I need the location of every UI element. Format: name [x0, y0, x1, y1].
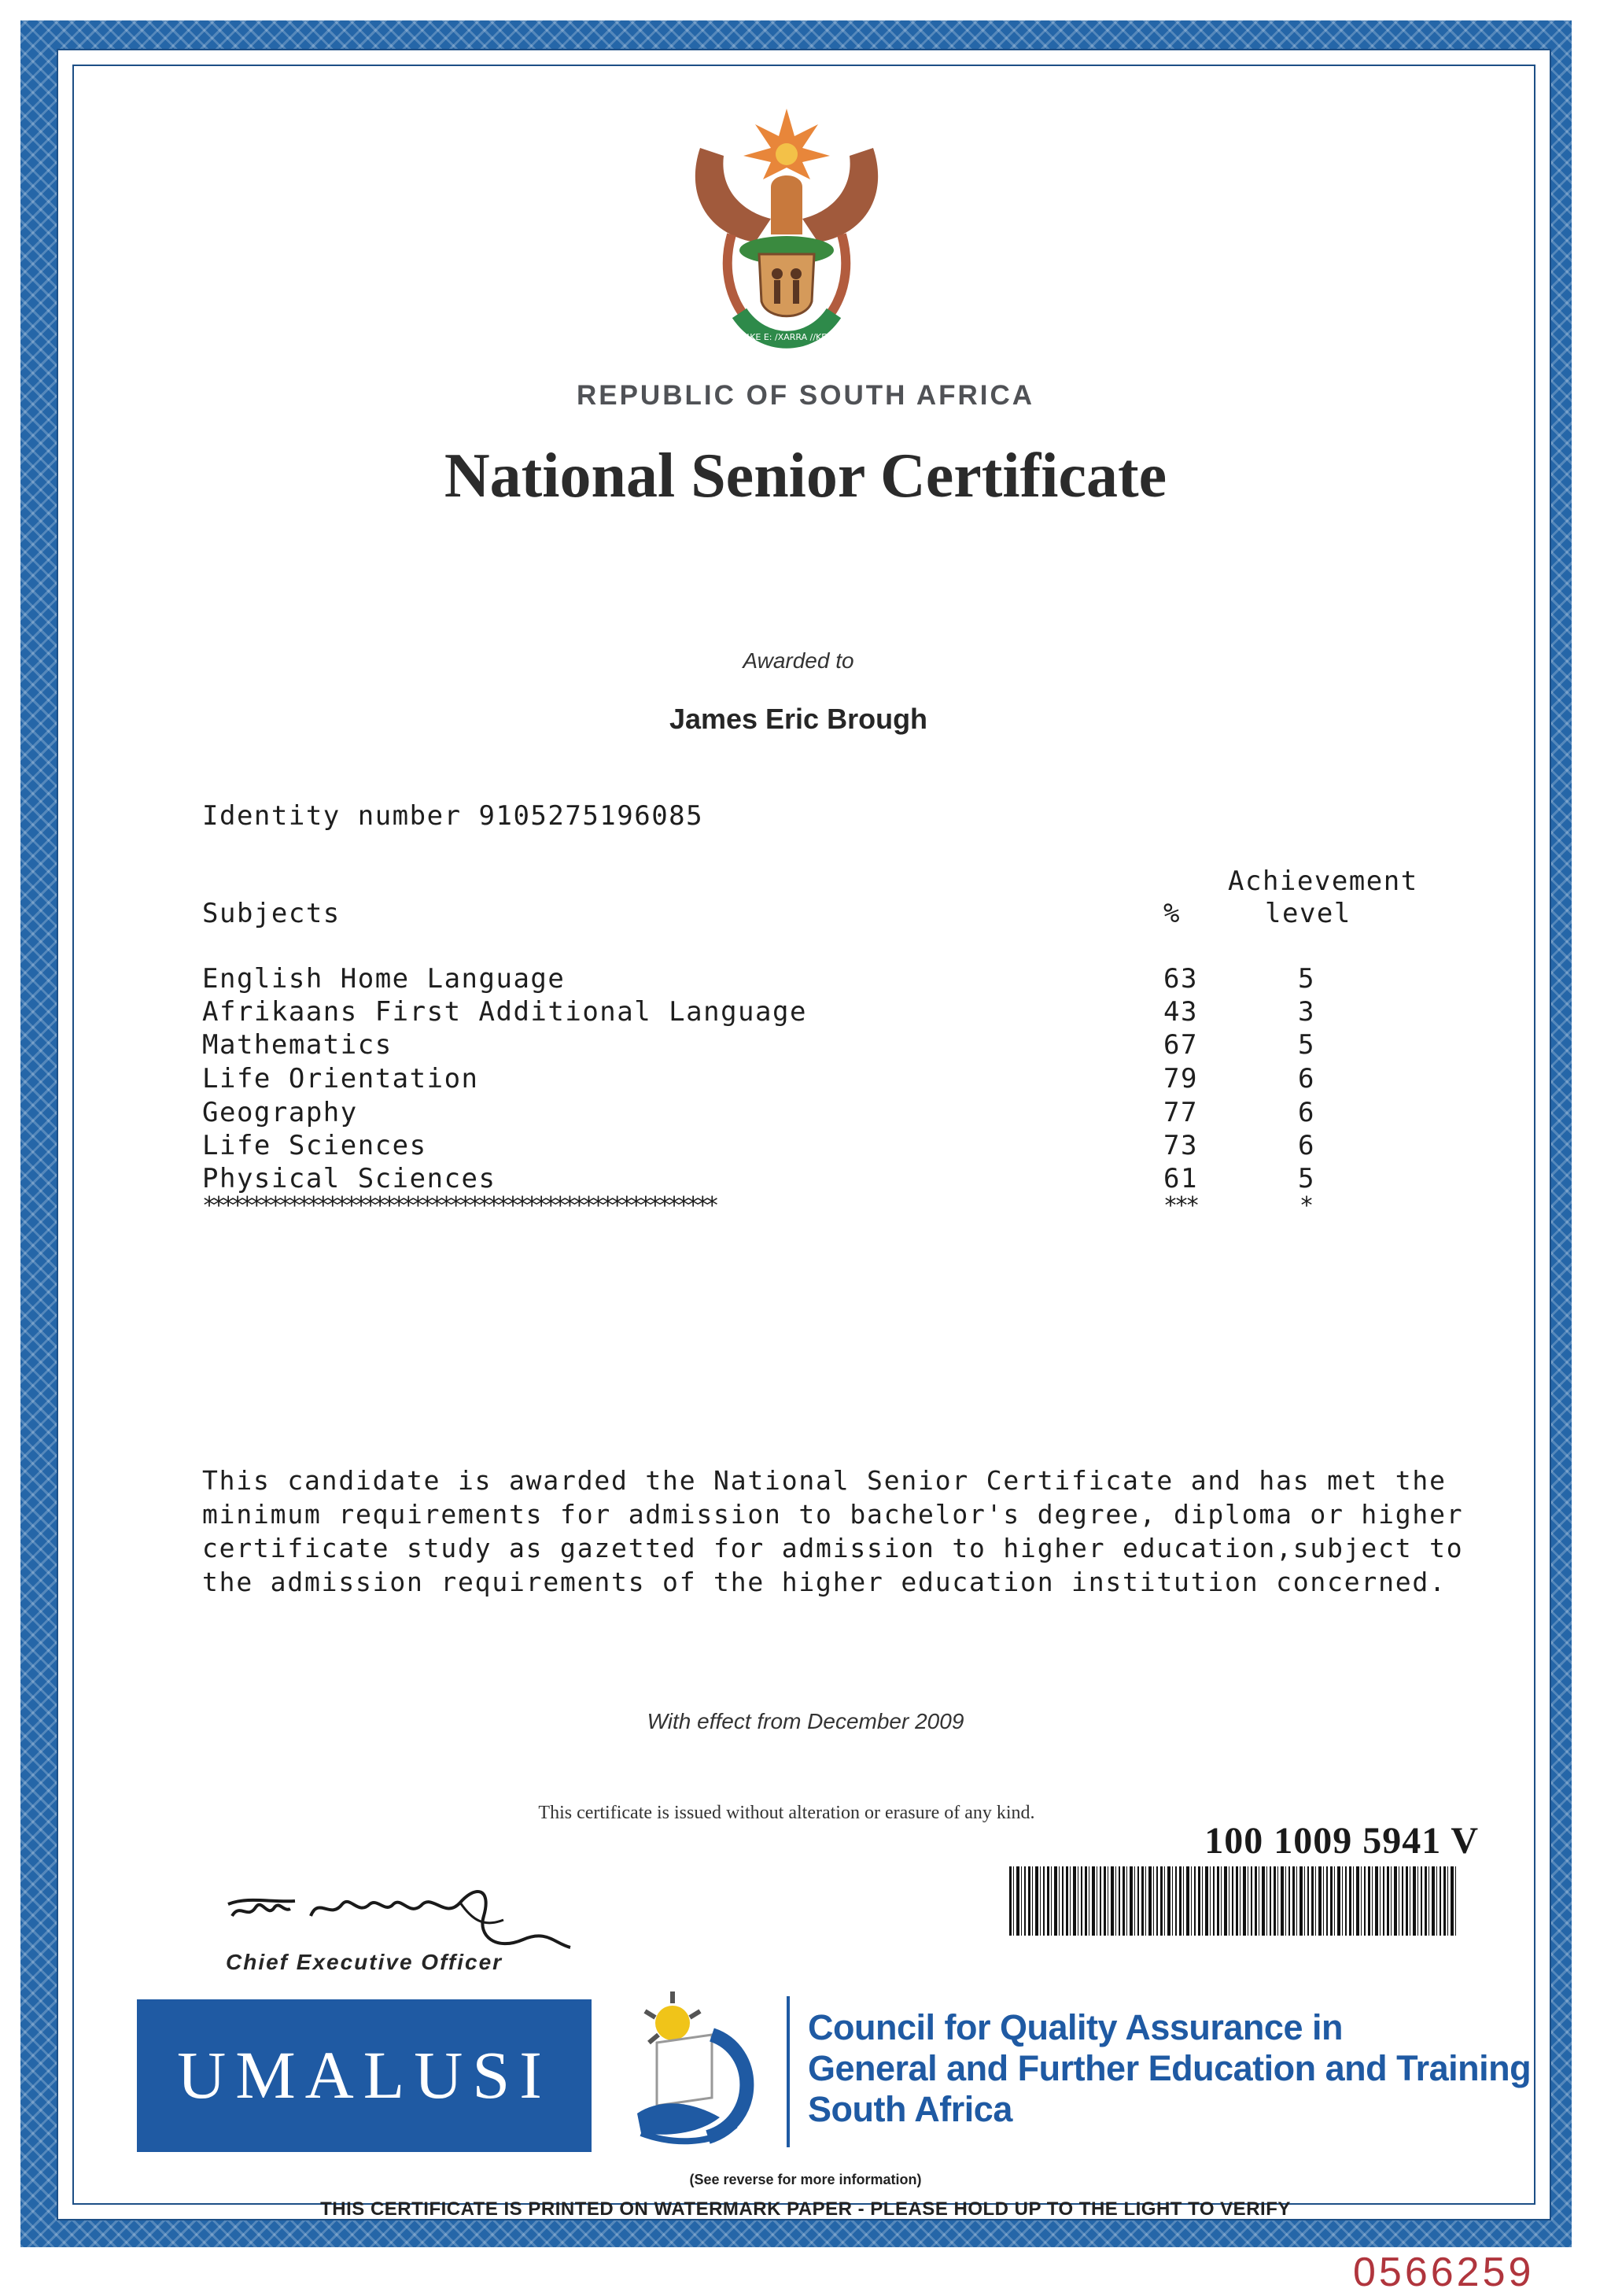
watermark-note: THIS CERTIFICATE IS PRINTED ON WATERMARK PAPER - PLEASE HOLD UP TO THE LIGHT TO VERIFY	[320, 2198, 1291, 2220]
umalusi-emblem-icon	[625, 1980, 767, 2161]
stars-level: *	[1299, 1192, 1314, 1220]
certificate-title: National Senior Certificate	[444, 441, 1167, 511]
table-row	[202, 1163, 1445, 1196]
subject-percent: 73	[1163, 1130, 1198, 1161]
subjects-header: Subjects	[202, 898, 341, 929]
subject-percent: 67	[1163, 1029, 1198, 1061]
subject-percent: 77	[1163, 1097, 1198, 1128]
certificate-statement	[202, 1464, 1463, 1599]
stars-subject: ******************************************************	[202, 1192, 715, 1220]
subject-name: Geography	[202, 1097, 358, 1128]
subject-level: 5	[1298, 1163, 1315, 1194]
serial-number: 0566259	[1353, 2250, 1535, 2295]
statement-line: minimum requirements for admission to bachelor's degree, diploma or higher	[202, 1499, 1464, 1530]
subject-percent: 43	[1163, 996, 1198, 1028]
table-row	[202, 1063, 1445, 1096]
council-line-2: General and Further Education and Training	[808, 2048, 1532, 2088]
achievement-header-line2: level	[1265, 898, 1351, 929]
subject-level: 6	[1298, 1097, 1315, 1128]
subject-name: Life Sciences	[202, 1130, 427, 1161]
ceo-signature	[224, 1873, 594, 1959]
subject-percent: 63	[1163, 963, 1198, 995]
council-line-3: South Africa	[808, 2089, 1012, 2129]
subject-level: 5	[1298, 963, 1315, 995]
achievement-header-line1: Achievement	[1228, 866, 1418, 897]
council-name	[808, 2007, 1531, 2130]
percent-header: %	[1163, 898, 1181, 929]
subject-level: 3	[1298, 996, 1315, 1028]
subject-name: Mathematics	[202, 1029, 393, 1061]
subject-name: Afrikaans First Additional Language	[202, 996, 807, 1028]
statement-line: certificate study as gazetted for admission to higher education,subject to	[202, 1533, 1464, 1563]
statement-line: the admission requirements of the higher education institution concerned.	[202, 1567, 1447, 1597]
coat-of-arms-emblem	[676, 101, 897, 360]
effective-date: With effect from December 2009	[647, 1709, 964, 1733]
motto-text: !KE E: /XARRA //KE	[746, 332, 828, 342]
subject-percent: 61	[1163, 1163, 1198, 1194]
table-row	[202, 996, 1445, 1029]
subject-name: Physical Sciences	[202, 1163, 496, 1194]
statement-line: This candidate is awarded the National Senior Certificate and has met the	[202, 1465, 1447, 1496]
barcode	[1009, 1866, 1456, 1936]
divider	[787, 1996, 790, 2147]
table-row	[202, 963, 1445, 996]
subject-name: English Home Language	[202, 963, 566, 995]
awarded-to-label: Awarded to	[743, 648, 854, 673]
subject-percent: 79	[1163, 1063, 1198, 1094]
table-row	[202, 1029, 1445, 1062]
table-row	[202, 1097, 1445, 1130]
table-row	[202, 1130, 1445, 1163]
recipient-name: James Eric Brough	[669, 703, 928, 735]
identity-number: Identity number 9105275196085	[202, 800, 704, 832]
umalusi-wordmark: UMALUSI	[177, 2037, 551, 2113]
signatory-title: Chief Executive Officer	[226, 1950, 503, 1974]
country-name: REPUBLIC OF SOUTH AFRICA	[576, 380, 1035, 411]
certificate-number: 100 1009 5941 V	[1204, 1820, 1479, 1862]
subject-level: 5	[1298, 1029, 1315, 1061]
subject-level: 6	[1298, 1130, 1315, 1161]
stars-percent: ***	[1163, 1192, 1197, 1220]
subject-name: Life Orientation	[202, 1063, 479, 1094]
council-line-1: Council for Quality Assurance in	[808, 2007, 1343, 2047]
issued-note: This certificate is issued without alteration or erasure of any kind.	[538, 1803, 1035, 1823]
subject-level: 6	[1298, 1063, 1315, 1094]
reverse-note: (See reverse for more information)	[689, 2172, 922, 2187]
